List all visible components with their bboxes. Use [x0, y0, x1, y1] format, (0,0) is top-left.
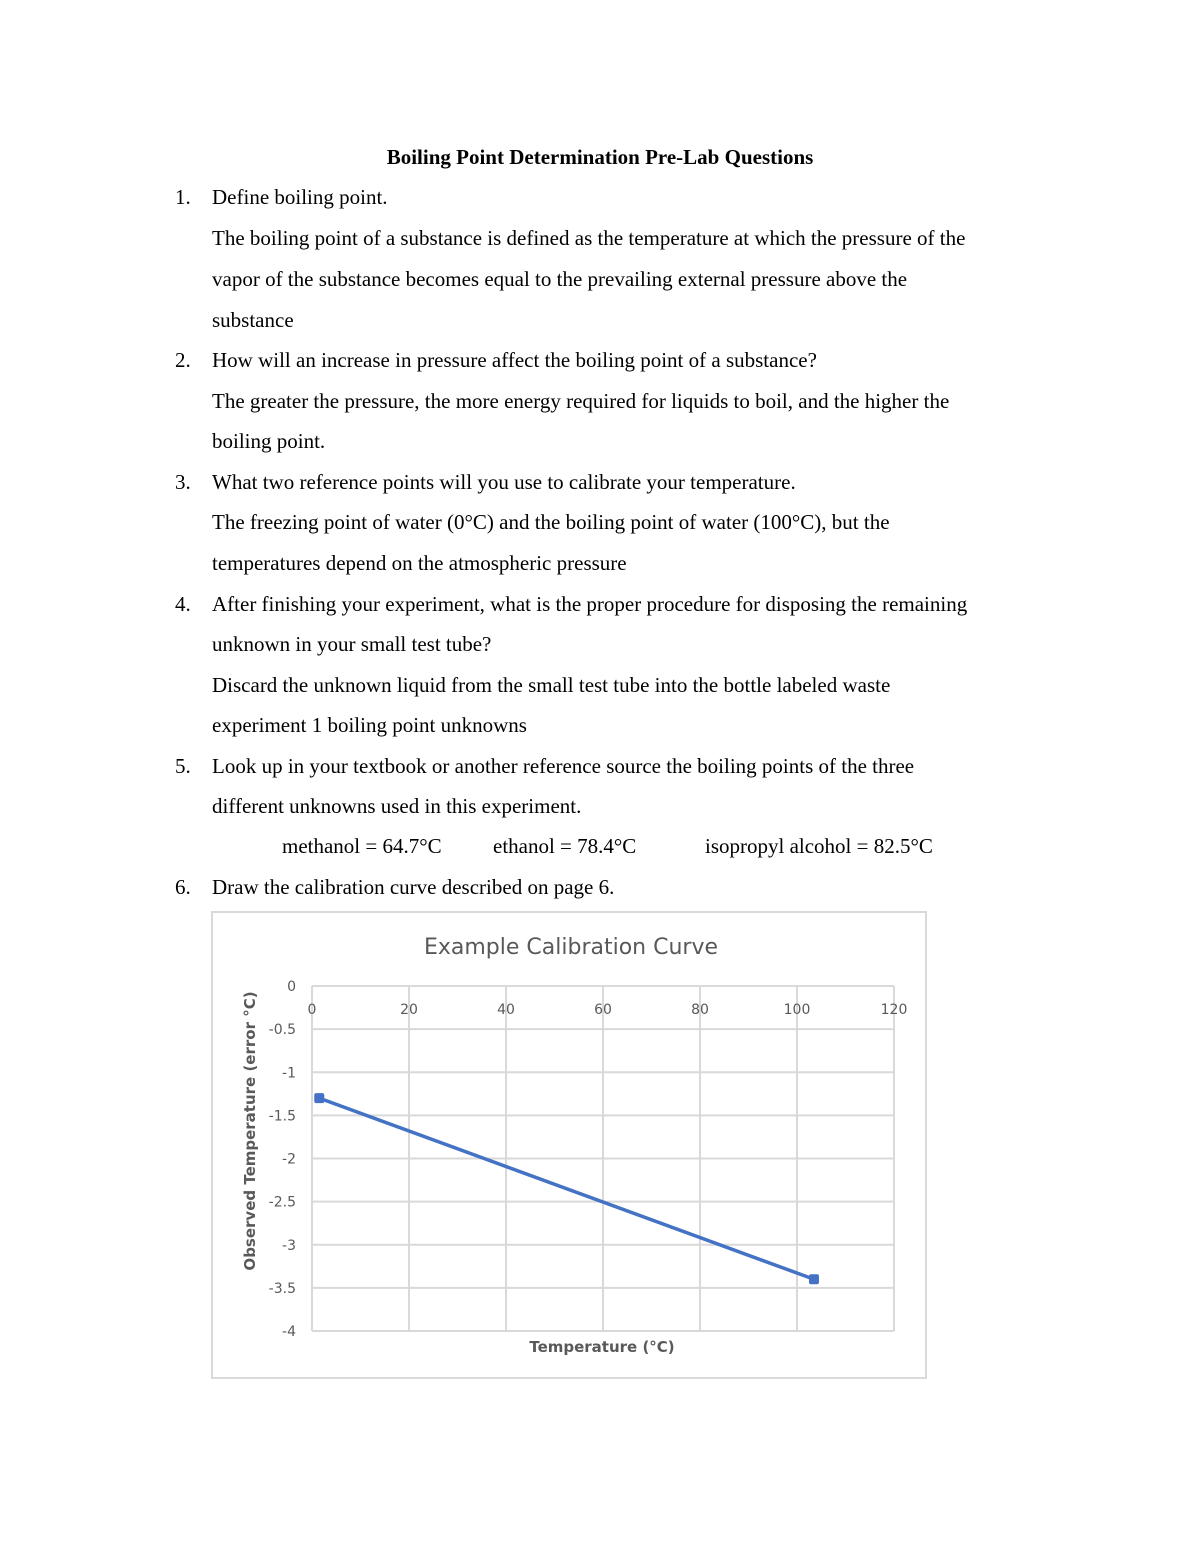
x-tick-label: 0 [307, 1002, 317, 1018]
question-number: 5. [175, 754, 191, 778]
x-axis-label: Temperature (°C) [529, 1338, 675, 1356]
y-tick-label: -2 [282, 1151, 296, 1168]
x-tick-label: 40 [497, 1002, 515, 1018]
series-line [319, 1098, 814, 1279]
data-point [809, 1274, 819, 1284]
answer-text: The greater the pressure, the more energy required for liquids to boil, and the higher the [212, 389, 950, 413]
x-tick-label: 100 [783, 1002, 811, 1018]
answer-text: The freezing point of water (0°C) and the boiling point of water (100°C), but the [212, 510, 890, 534]
question-text: different unknowns used in this experiment. [212, 794, 582, 818]
y-tick-label: -2.5 [268, 1194, 296, 1211]
ethanol-boiling-point: ethanol = 78.4°C [493, 834, 637, 858]
y-axis-label: Observed Temperature (error °C) [241, 991, 259, 1271]
calibration-chart [211, 911, 927, 1379]
x-tick-label: 60 [594, 1002, 612, 1018]
answer-text: boiling point. [212, 429, 326, 453]
question-number: 3. [175, 470, 191, 494]
question-number: 1. [175, 185, 191, 209]
question-text: Define boiling point. [212, 185, 388, 209]
chart-grid [312, 986, 894, 1331]
y-tick-label: -4 [282, 1324, 296, 1340]
y-tick-label: -3 [282, 1237, 296, 1254]
question-number: 6. [175, 875, 191, 899]
answer-text: experiment 1 boiling point unknowns [212, 713, 527, 737]
y-tick-label: -1 [282, 1065, 296, 1082]
question-text: unknown in your small test tube? [212, 632, 492, 656]
y-tick-label: 0 [287, 979, 296, 995]
x-tick-label: 20 [400, 1002, 418, 1018]
chart-svg [213, 913, 929, 1381]
x-tick-label: 80 [691, 1002, 709, 1018]
answer-text: substance [212, 308, 294, 332]
chart-series [314, 1093, 819, 1284]
isopropyl-boiling-point: isopropyl alcohol = 82.5°C [705, 834, 933, 858]
answer-text: Discard the unknown liquid from the small test tube into the bottle labeled waste [212, 673, 891, 697]
chart-title: Example Calibration Curve [423, 935, 719, 960]
answer-text: The boiling point of a substance is defined as the temperature at which the pressure of the [212, 226, 966, 250]
question-text: Draw the calibration curve described on page 6. [212, 875, 615, 899]
question-text: How will an increase in pressure affect the boiling point of a substance? [212, 348, 817, 372]
answer-text: vapor of the substance becomes equal to the prevailing external pressure above the [212, 267, 908, 291]
boiling-points-row [282, 832, 982, 860]
y-tick-label: -1.5 [268, 1108, 296, 1125]
question-text: After finishing your experiment, what is the proper procedure for disposing the remaining [212, 592, 968, 616]
answer-text: temperatures depend on the atmospheric pressure [212, 551, 627, 575]
question-number: 2. [175, 348, 191, 372]
methanol-boiling-point: methanol = 64.7°C [282, 834, 442, 858]
question-text: Look up in your textbook or another reference source the boiling points of the three [212, 754, 915, 778]
page-title: Boiling Point Determination Pre-Lab Questions [386, 145, 814, 169]
question-number: 4. [175, 592, 191, 616]
question-text: What two reference points will you use to calibrate your temperature. [212, 470, 796, 494]
data-point [314, 1093, 324, 1103]
x-tick-label: 120 [880, 1002, 908, 1018]
y-tick-label: -3.5 [268, 1280, 296, 1297]
y-tick-label: -0.5 [268, 1022, 296, 1039]
